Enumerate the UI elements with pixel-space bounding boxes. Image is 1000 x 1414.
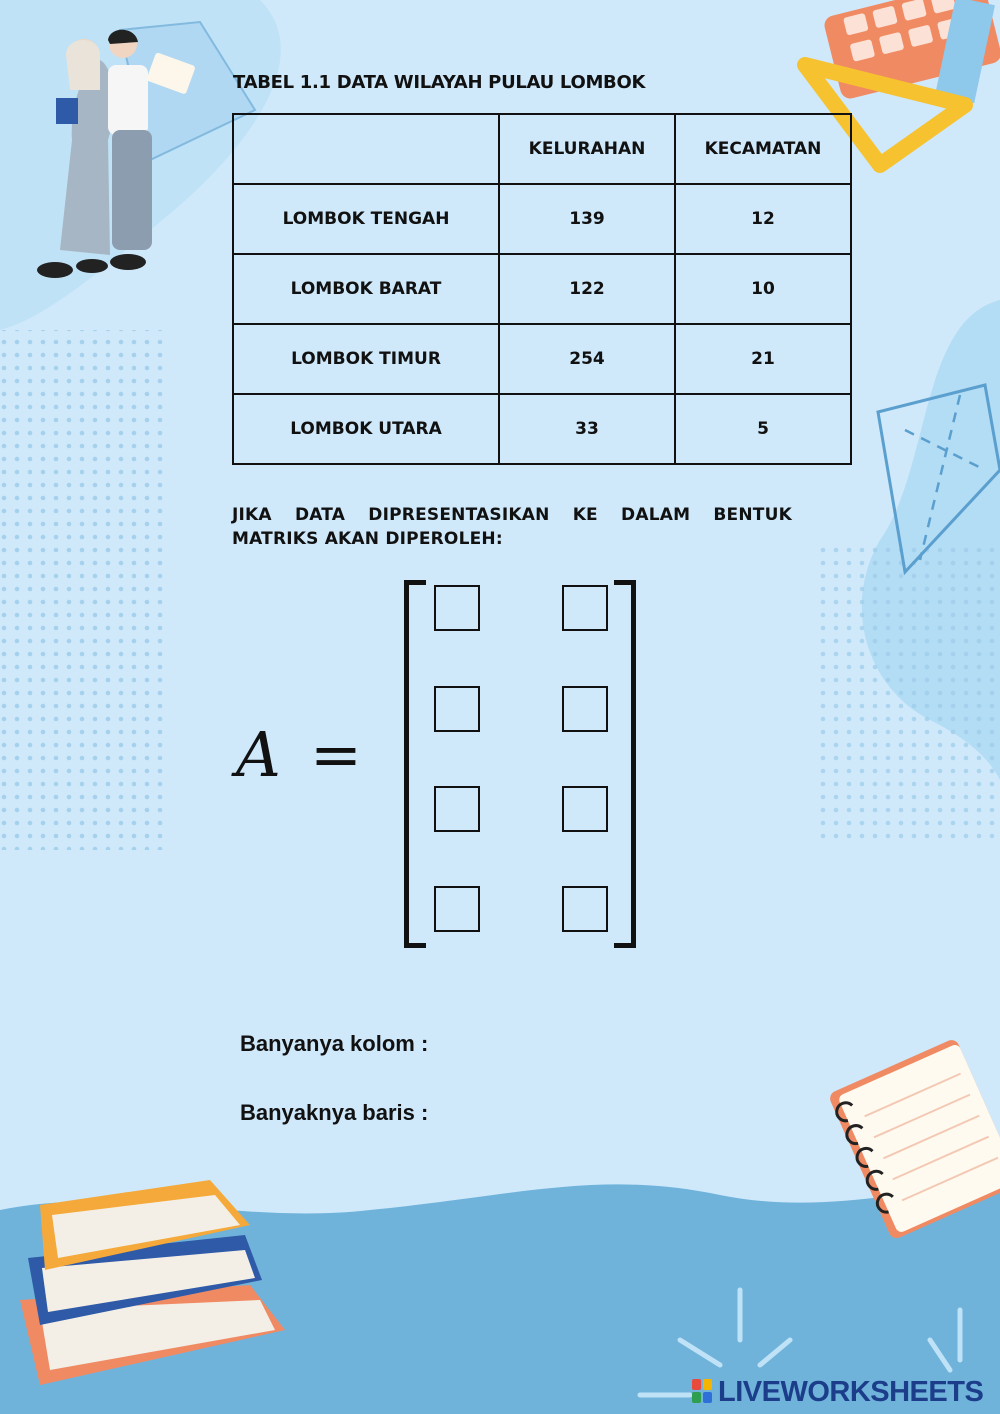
header-cell-kelurahan: KELURAHAN <box>499 114 675 184</box>
instruction-line-2: MATRIKS AKAN DIPEROLEH: <box>232 529 503 549</box>
data-table <box>232 113 852 465</box>
header-cell-empty <box>233 114 499 184</box>
region-cell: LOMBOK TENGAH <box>233 184 499 254</box>
kelurahan-cell: 122 <box>499 254 675 324</box>
matrix-input-r1-c2[interactable] <box>562 585 608 631</box>
table-row <box>233 254 851 324</box>
instruction-text <box>232 503 792 551</box>
matrix-input-r2-c2[interactable] <box>562 686 608 732</box>
table-row <box>233 394 851 464</box>
matrix-input-r3-c2[interactable] <box>562 786 608 832</box>
table-row <box>233 324 851 394</box>
table-header-row <box>233 114 851 184</box>
instruction-word: DIPRESENTASIKAN <box>368 505 550 525</box>
region-cell: LOMBOK BARAT <box>233 254 499 324</box>
matrix-right-bracket <box>614 580 636 948</box>
kelurahan-cell: 139 <box>499 184 675 254</box>
matrix-left-bracket <box>404 580 426 948</box>
instruction-word: JIKA <box>232 505 272 525</box>
kecamatan-cell: 5 <box>675 394 851 464</box>
instruction-word: KE <box>572 505 598 525</box>
region-cell: LOMBOK TIMUR <box>233 324 499 394</box>
kecamatan-cell: 21 <box>675 324 851 394</box>
kelurahan-cell: 254 <box>499 324 675 394</box>
matrix-input-r1-c1[interactable] <box>434 585 480 631</box>
instruction-word: DALAM <box>621 505 691 525</box>
kelurahan-cell: 33 <box>499 394 675 464</box>
question-columns-label: Banyanya kolom : <box>240 1031 429 1056</box>
matrix-name: A <box>236 718 281 791</box>
table-row <box>233 184 851 254</box>
instruction-line-1 <box>232 503 792 527</box>
table-title: TABEL 1.1 DATA WILAYAH PULAU LOMBOK <box>233 72 646 93</box>
liveworksheets-watermark <box>692 1376 983 1408</box>
matrix-input-r3-c1[interactable] <box>434 786 480 832</box>
instruction-word: DATA <box>294 505 346 525</box>
equals-sign: = <box>310 718 362 791</box>
region-cell: LOMBOK UTARA <box>233 394 499 464</box>
header-cell-kecamatan: KECAMATAN <box>675 114 851 184</box>
liveworksheets-logo-icon <box>692 1379 714 1405</box>
matrix-input-r4-c2[interactable] <box>562 886 608 932</box>
kecamatan-cell: 12 <box>675 184 851 254</box>
kecamatan-cell: 10 <box>675 254 851 324</box>
instruction-word: BENTUK <box>713 505 792 525</box>
liveworksheets-text: LIVEWORKSHEETS <box>718 1375 984 1408</box>
matrix-input-r4-c1[interactable] <box>434 886 480 932</box>
matrix-input-r2-c1[interactable] <box>434 686 480 732</box>
question-rows-label: Banyaknya baris : <box>240 1100 429 1125</box>
